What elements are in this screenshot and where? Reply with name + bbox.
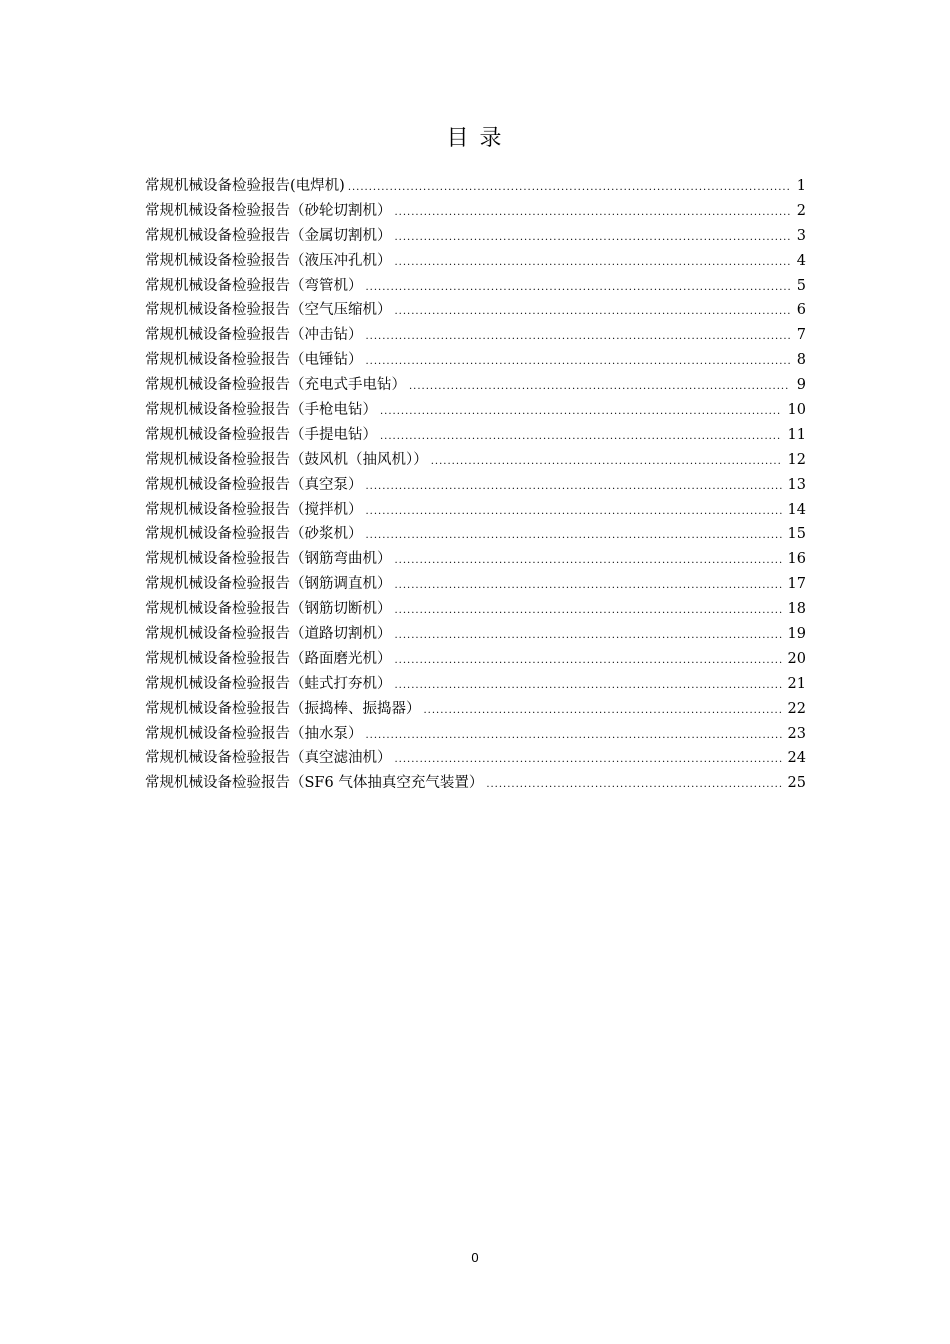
- toc-entry-title: 常规机械设备检验报告（砂轮切割机）: [145, 202, 392, 219]
- toc-entry-title: 常规机械设备检验报告（道路切割机）: [145, 626, 392, 643]
- toc-entry-page: 23: [787, 725, 806, 742]
- toc-entry-page: 17: [787, 576, 806, 593]
- toc-entry[interactable]: [145, 522, 806, 547]
- toc-entry-page: 21: [787, 675, 806, 692]
- toc-entry[interactable]: [145, 373, 806, 398]
- toc-entry-page: 19: [787, 626, 806, 643]
- toc-entry-page: 3: [796, 227, 806, 244]
- toc-entry-page: 7: [796, 327, 806, 344]
- toc-entry[interactable]: [145, 298, 806, 323]
- toc-dot-leader: [395, 201, 791, 226]
- toc-entry[interactable]: [145, 199, 806, 224]
- toc-entry-title: 常规机械设备检验报告（真空滤油机）: [145, 750, 392, 767]
- toc-entry[interactable]: [145, 722, 806, 747]
- toc-entry-page: 24: [787, 750, 806, 767]
- toc-entry-title: 常规机械设备检验报告（钢筋切断机）: [145, 601, 392, 618]
- toc-entry-title: 常规机械设备检验报告（蛙式打夯机）: [145, 675, 392, 692]
- toc-entry[interactable]: [145, 274, 806, 299]
- toc-entry-page: 18: [787, 601, 806, 618]
- toc-entry-page: 11: [787, 426, 806, 443]
- toc-dot-leader: [366, 724, 782, 749]
- toc-entry[interactable]: [145, 498, 806, 523]
- toc-entry-title: 常规机械设备检验报告（真空泵）: [145, 476, 363, 493]
- toc-entry-title: 常规机械设备检验报告（液压冲孔机）: [145, 252, 392, 269]
- toc-entry[interactable]: [145, 174, 806, 199]
- toc-entry-title: 常规机械设备检验报告（鼓风机（抽风机））: [145, 451, 428, 468]
- toc-entry-page: 16: [787, 551, 806, 568]
- toc-entry-title: 常规机械设备检验报告（金属切割机）: [145, 227, 392, 244]
- toc-entry-page: 22: [787, 700, 806, 717]
- toc-entry-title: 常规机械设备检验报告（手枪电钻）: [145, 402, 377, 419]
- toc-dot-leader: [395, 549, 782, 574]
- toc-entry-title: 常规机械设备检验报告（搅拌机）: [145, 501, 363, 518]
- toc-dot-leader: [431, 450, 782, 475]
- toc-entry-title: 常规机械设备检验报告（振捣棒、振捣器）: [145, 700, 421, 717]
- table-of-contents: [145, 174, 806, 796]
- toc-entry[interactable]: [145, 771, 806, 796]
- toc-dot-leader: [424, 699, 782, 724]
- toc-dot-leader: [395, 624, 782, 649]
- toc-dot-leader: [395, 300, 791, 325]
- toc-entry-page: 14: [787, 501, 806, 518]
- toc-entry-title: 常规机械设备检验报告（抽水泵）: [145, 725, 363, 742]
- toc-dot-leader: [380, 400, 782, 425]
- toc-entry-page: 13: [787, 476, 806, 493]
- toc-entry-title: 常规机械设备检验报告(电焊机): [145, 178, 345, 194]
- toc-entry-title: 常规机械设备检验报告（空气压缩机）: [145, 302, 392, 319]
- toc-dot-leader: [395, 574, 782, 599]
- toc-entry[interactable]: [145, 746, 806, 771]
- toc-entry-page: 6: [796, 302, 806, 319]
- toc-dot-leader: [395, 599, 782, 624]
- toc-dot-leader: [348, 176, 790, 201]
- toc-entry-page: 5: [796, 277, 806, 294]
- toc-entry-page: 10: [787, 402, 806, 419]
- toc-entry[interactable]: [145, 473, 806, 498]
- toc-dot-leader: [395, 226, 791, 251]
- toc-dot-leader: [366, 325, 791, 350]
- toc-entry-page: 2: [796, 202, 806, 219]
- toc-entry[interactable]: [145, 224, 806, 249]
- toc-entry-page: 25: [787, 775, 806, 792]
- toc-entry[interactable]: [145, 448, 806, 473]
- toc-entry[interactable]: [145, 348, 806, 373]
- toc-entry[interactable]: [145, 398, 806, 423]
- toc-entry[interactable]: [145, 572, 806, 597]
- toc-entry[interactable]: [145, 672, 806, 697]
- toc-entry-title: 常规机械设备检验报告（冲击钻）: [145, 327, 363, 344]
- toc-dot-leader: [366, 276, 791, 301]
- toc-entry[interactable]: [145, 249, 806, 274]
- toc-entry-title: 常规机械设备检验报告（充电式手电钻）: [145, 377, 406, 394]
- toc-entry-title: 常规机械设备检验报告（手提电钻）: [145, 426, 377, 443]
- toc-entry-title: 常规机械设备检验报告（钢筋调直机）: [145, 576, 392, 593]
- toc-entry-page: 1: [796, 178, 806, 194]
- toc-dot-leader: [395, 649, 782, 674]
- toc-entry[interactable]: [145, 622, 806, 647]
- toc-dot-leader: [366, 500, 782, 525]
- toc-dot-leader: [366, 350, 791, 375]
- toc-entry-page: 9: [796, 377, 806, 394]
- toc-entry-page: 12: [787, 451, 806, 468]
- toc-entry[interactable]: [145, 597, 806, 622]
- toc-dot-leader: [366, 524, 782, 549]
- toc-dot-leader: [409, 375, 790, 400]
- toc-entry-page: 8: [796, 352, 806, 369]
- toc-entry-page: 15: [787, 526, 806, 543]
- toc-entry[interactable]: [145, 697, 806, 722]
- toc-entry-page: 4: [796, 252, 806, 269]
- toc-entry-title: 常规机械设备检验报告（砂浆机）: [145, 526, 363, 543]
- toc-dot-leader: [486, 773, 781, 798]
- toc-dot-leader: [395, 674, 782, 699]
- toc-entry[interactable]: [145, 323, 806, 348]
- toc-entry[interactable]: [145, 423, 806, 448]
- toc-entry-title: 常规机械设备检验报告（路面磨光机）: [145, 650, 392, 667]
- toc-entry-title: 常规机械设备检验报告（弯管机）: [145, 277, 363, 294]
- toc-entry-page: 20: [787, 650, 806, 667]
- toc-entry[interactable]: [145, 547, 806, 572]
- toc-dot-leader: [380, 425, 782, 450]
- toc-entry-title: 常规机械设备检验报告（电锤钻）: [145, 352, 363, 369]
- toc-dot-leader: [395, 748, 782, 773]
- toc-entry-title: 常规机械设备检验报告（SF6 气体抽真空充气装置）: [145, 775, 484, 792]
- toc-entry-title: 常规机械设备检验报告（钢筋弯曲机）: [145, 551, 392, 568]
- toc-entry[interactable]: [145, 647, 806, 672]
- page-title: 目 录: [446, 126, 504, 151]
- toc-dot-leader: [395, 251, 791, 276]
- toc-dot-leader: [366, 475, 782, 500]
- page-number: 0: [471, 1250, 479, 1265]
